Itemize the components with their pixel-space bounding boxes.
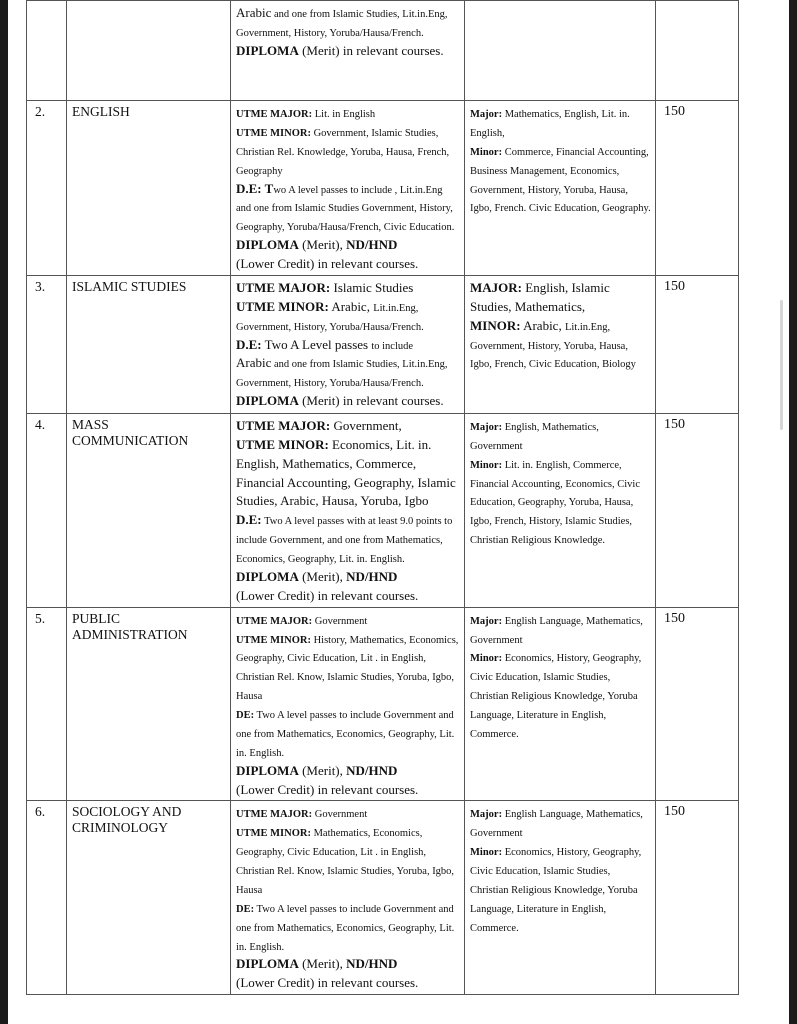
- requirement-label: UTME MAJOR:: [236, 279, 331, 295]
- row-number: 4.: [27, 413, 67, 607]
- requirement-label: D.E:: [236, 512, 262, 528]
- requirement-text: Lit. in. English, Commerce, Financial Accounting, Economics, Civic Education, Geography, Yoruba, Hausa, Igbo, French, History, Islamic Studies, Christian Religious Knowledge.: [470, 459, 641, 547]
- requirement-label: Major:: [470, 615, 503, 627]
- requirement-text: Lit.in.Eng, Government, History, Yoruba/Hausa/French.: [236, 302, 424, 333]
- requirement-label: ND/HND: [346, 956, 398, 972]
- requirement-text: (Lower Credit) in relevant courses.: [236, 587, 419, 603]
- requirement-label: UTME MINOR:: [236, 436, 329, 452]
- requirement-label: DE:: [236, 903, 255, 915]
- row-number: [27, 1, 67, 101]
- utme-requirements: [231, 101, 465, 276]
- requirement-text: Islamic Studies: [330, 279, 414, 295]
- requirement-label: DIPLOMA: [236, 42, 299, 58]
- requirement-label: Major:: [470, 421, 503, 433]
- requirement-label: UTME MAJOR:: [236, 417, 331, 433]
- requirement-text: Economics, Lit. in. English, Mathematics, Commerce, Financial Accounting, Geography, Islamic Studies, Arabic, Hausa, Yoruba, Igbo: [236, 436, 456, 509]
- requirement-label: UTME MAJOR:: [236, 615, 313, 627]
- requirement-text: Lit.in.Eng, Government, History, Yoruba, Hausa, Igbo, French, Civic Education, Biology: [470, 321, 636, 371]
- requirement-label: UTME MAJOR:: [236, 809, 313, 821]
- course-name: ENGLISH: [67, 101, 231, 276]
- requirement-label: D.E:: [236, 336, 262, 352]
- requirement-label: DIPLOMA: [236, 237, 299, 253]
- requirement-label: DIPLOMA: [236, 956, 299, 972]
- row-number: 2.: [27, 101, 67, 276]
- requirement-text: (Lower Credit) in relevant courses.: [236, 975, 419, 991]
- cutoff-score: 150: [656, 101, 739, 276]
- subject-combination: [465, 275, 656, 413]
- requirement-label: MAJOR:: [470, 279, 522, 295]
- row-number: 6.: [27, 801, 67, 995]
- requirement-label: UTME MINOR:: [236, 298, 329, 314]
- table-row: [27, 101, 739, 276]
- row-number: 3.: [27, 275, 67, 413]
- subject-combination: [465, 801, 656, 995]
- document-page: [8, 0, 789, 1024]
- requirement-label: DE:: [236, 710, 255, 721]
- requirement-label: UTME MINOR:: [236, 127, 311, 139]
- subject-combination: [465, 607, 656, 801]
- row-number: 5.: [27, 607, 67, 801]
- requirement-text: Government: [312, 809, 368, 821]
- requirement-label: UTME MINOR:: [236, 634, 311, 646]
- requirement-label: ND/HND: [346, 762, 398, 778]
- requirement-text: (Merit),: [298, 956, 347, 972]
- table-row: [27, 801, 739, 995]
- requirement-label: DIPLOMA: [236, 762, 299, 778]
- requirement-label: ND/HND: [346, 237, 398, 253]
- requirement-text: (Merit),: [298, 568, 347, 584]
- utme-requirements: [231, 275, 465, 413]
- requirement-text: and one from Islamic Studies, Lit.in.Eng, Government, History, Yoruba/Hausa/French.: [236, 9, 448, 39]
- requirement-text: (Merit) in relevant courses.: [298, 393, 444, 409]
- requirement-text: Two A level passes with at least 9.0 points to include Government, and one from Mathematics, Economics, Geography, Lit. in. English.: [236, 516, 453, 565]
- requirement-label: DIPLOMA: [236, 393, 299, 409]
- requirement-label: D.E: T: [236, 180, 274, 196]
- requirement-label: Minor:: [470, 146, 503, 158]
- requirement-text: wo A level passes to include , Lit.in.Eng and one from Islamic Studies Government, History, Geography, Yoruba/Hausa/French, Civic Education.: [236, 184, 455, 234]
- requirement-text: Two A level passes to include Government and one from Mathematics, Economics, Geography, Lit. in. English.: [236, 903, 455, 953]
- requirement-label: Minor:: [470, 847, 503, 859]
- requirement-text: Two A level passes to include Government and one from Mathematics, Economics, Geography, Lit. in. English.: [236, 710, 455, 759]
- requirement-label: UTME MAJOR:: [236, 109, 313, 120]
- requirement-text: and one from Islamic Studies, Lit.in.Eng, Government, History, Yoruba/Hausa/French.: [236, 359, 448, 390]
- requirement-text: Mathematics, Economics, Geography, Civic Education, Lit . in English, Christian Rel. Know, Islamic Studies, Yoruba, Igbo, Hausa: [236, 828, 455, 896]
- requirement-label: MINOR:: [470, 317, 521, 333]
- course-name: SOCIOLOGY AND CRIMINOLOGY: [67, 801, 231, 995]
- requirement-text: English, Islamic Studies, Mathematics,: [470, 279, 610, 314]
- requirement-text: (Merit),: [298, 762, 347, 778]
- table-row: [27, 275, 739, 413]
- requirement-text: English, Mathematics, Government: [470, 421, 599, 452]
- admission-requirements-table: [26, 0, 739, 995]
- requirement-text: English Language, Mathematics, Government: [470, 809, 643, 840]
- requirement-label: UTME MINOR:: [236, 828, 311, 840]
- requirement-text: Economics, History, Geography, Civic Education, Islamic Studies, Christian Religious Knowledge, Yoruba Language, Literature in English, Commerce.: [470, 653, 642, 740]
- requirement-text: Government,: [330, 417, 402, 433]
- requirement-text: Economics, History, Geography, Civic Education, Islamic Studies, Christian Religious Knowledge, Yoruba Language, Literature in English, Commerce.: [470, 847, 642, 934]
- requirement-text: Lit. in English: [312, 109, 376, 120]
- requirement-text: Arabic,: [328, 298, 374, 314]
- requirement-text: Government: [312, 615, 368, 627]
- requirement-text: to include: [371, 340, 414, 352]
- requirement-text: Arabic,: [520, 317, 565, 333]
- cutoff-score: 150: [656, 801, 739, 995]
- requirement-label: Minor:: [470, 459, 503, 471]
- course-name: PUBLIC ADMINISTRATION: [67, 607, 231, 801]
- requirement-text: Arabic: [236, 355, 272, 371]
- requirement-text: Mathematics, English, Lit. in. English,: [470, 109, 630, 139]
- requirement-label: DIPLOMA: [236, 568, 299, 584]
- requirement-text: (Merit) in relevant courses.: [298, 42, 444, 58]
- cutoff-score: [656, 1, 739, 101]
- cutoff-score: 150: [656, 275, 739, 413]
- table-row: [27, 1, 739, 101]
- requirement-text: (Merit),: [298, 237, 347, 253]
- utme-requirements: [231, 801, 465, 995]
- requirement-text: (Lower Credit) in relevant courses.: [236, 256, 419, 271]
- requirement-text: Government, Islamic Studies, Christian Rel. Knowledge, Yoruba, Hausa, French, Geography: [236, 127, 450, 177]
- requirement-text: Two A Level passes: [261, 336, 372, 352]
- cutoff-score: 150: [656, 607, 739, 801]
- course-name: [67, 1, 231, 101]
- requirement-text: Arabic: [236, 5, 272, 20]
- table-row: [27, 413, 739, 607]
- cutoff-score: 150: [656, 413, 739, 607]
- utme-requirements: [231, 1, 465, 101]
- course-name: ISLAMIC STUDIES: [67, 275, 231, 413]
- subject-combination: [465, 101, 656, 276]
- requirement-text: History, Mathematics, Economics, Geography, Civic Education, Lit . in English, Christian Rel. Know, Islamic Studies, Yoruba, Igbo, Hausa: [236, 634, 459, 703]
- utme-requirements: [231, 413, 465, 607]
- requirement-label: Major:: [470, 809, 503, 821]
- subject-combination: [465, 413, 656, 607]
- scroll-edge: [780, 300, 783, 430]
- utme-requirements: [231, 607, 465, 801]
- table-row: [27, 607, 739, 801]
- table-body: [27, 1, 739, 995]
- requirement-label: ND/HND: [346, 568, 398, 584]
- requirement-text: English Language, Mathematics, Government: [470, 615, 643, 646]
- requirement-label: Minor:: [470, 653, 503, 665]
- subject-combination: [465, 1, 656, 101]
- requirement-text: Commerce, Financial Accounting, Business Management, Economics, Government, History, Yoruba, Hausa, Igbo, French. Civic Education, Geography.: [470, 146, 651, 215]
- requirement-label: Major:: [470, 109, 503, 120]
- course-name: MASS COMMUNICATION: [67, 413, 231, 607]
- requirement-text: (Lower Credit) in relevant courses.: [236, 781, 419, 797]
